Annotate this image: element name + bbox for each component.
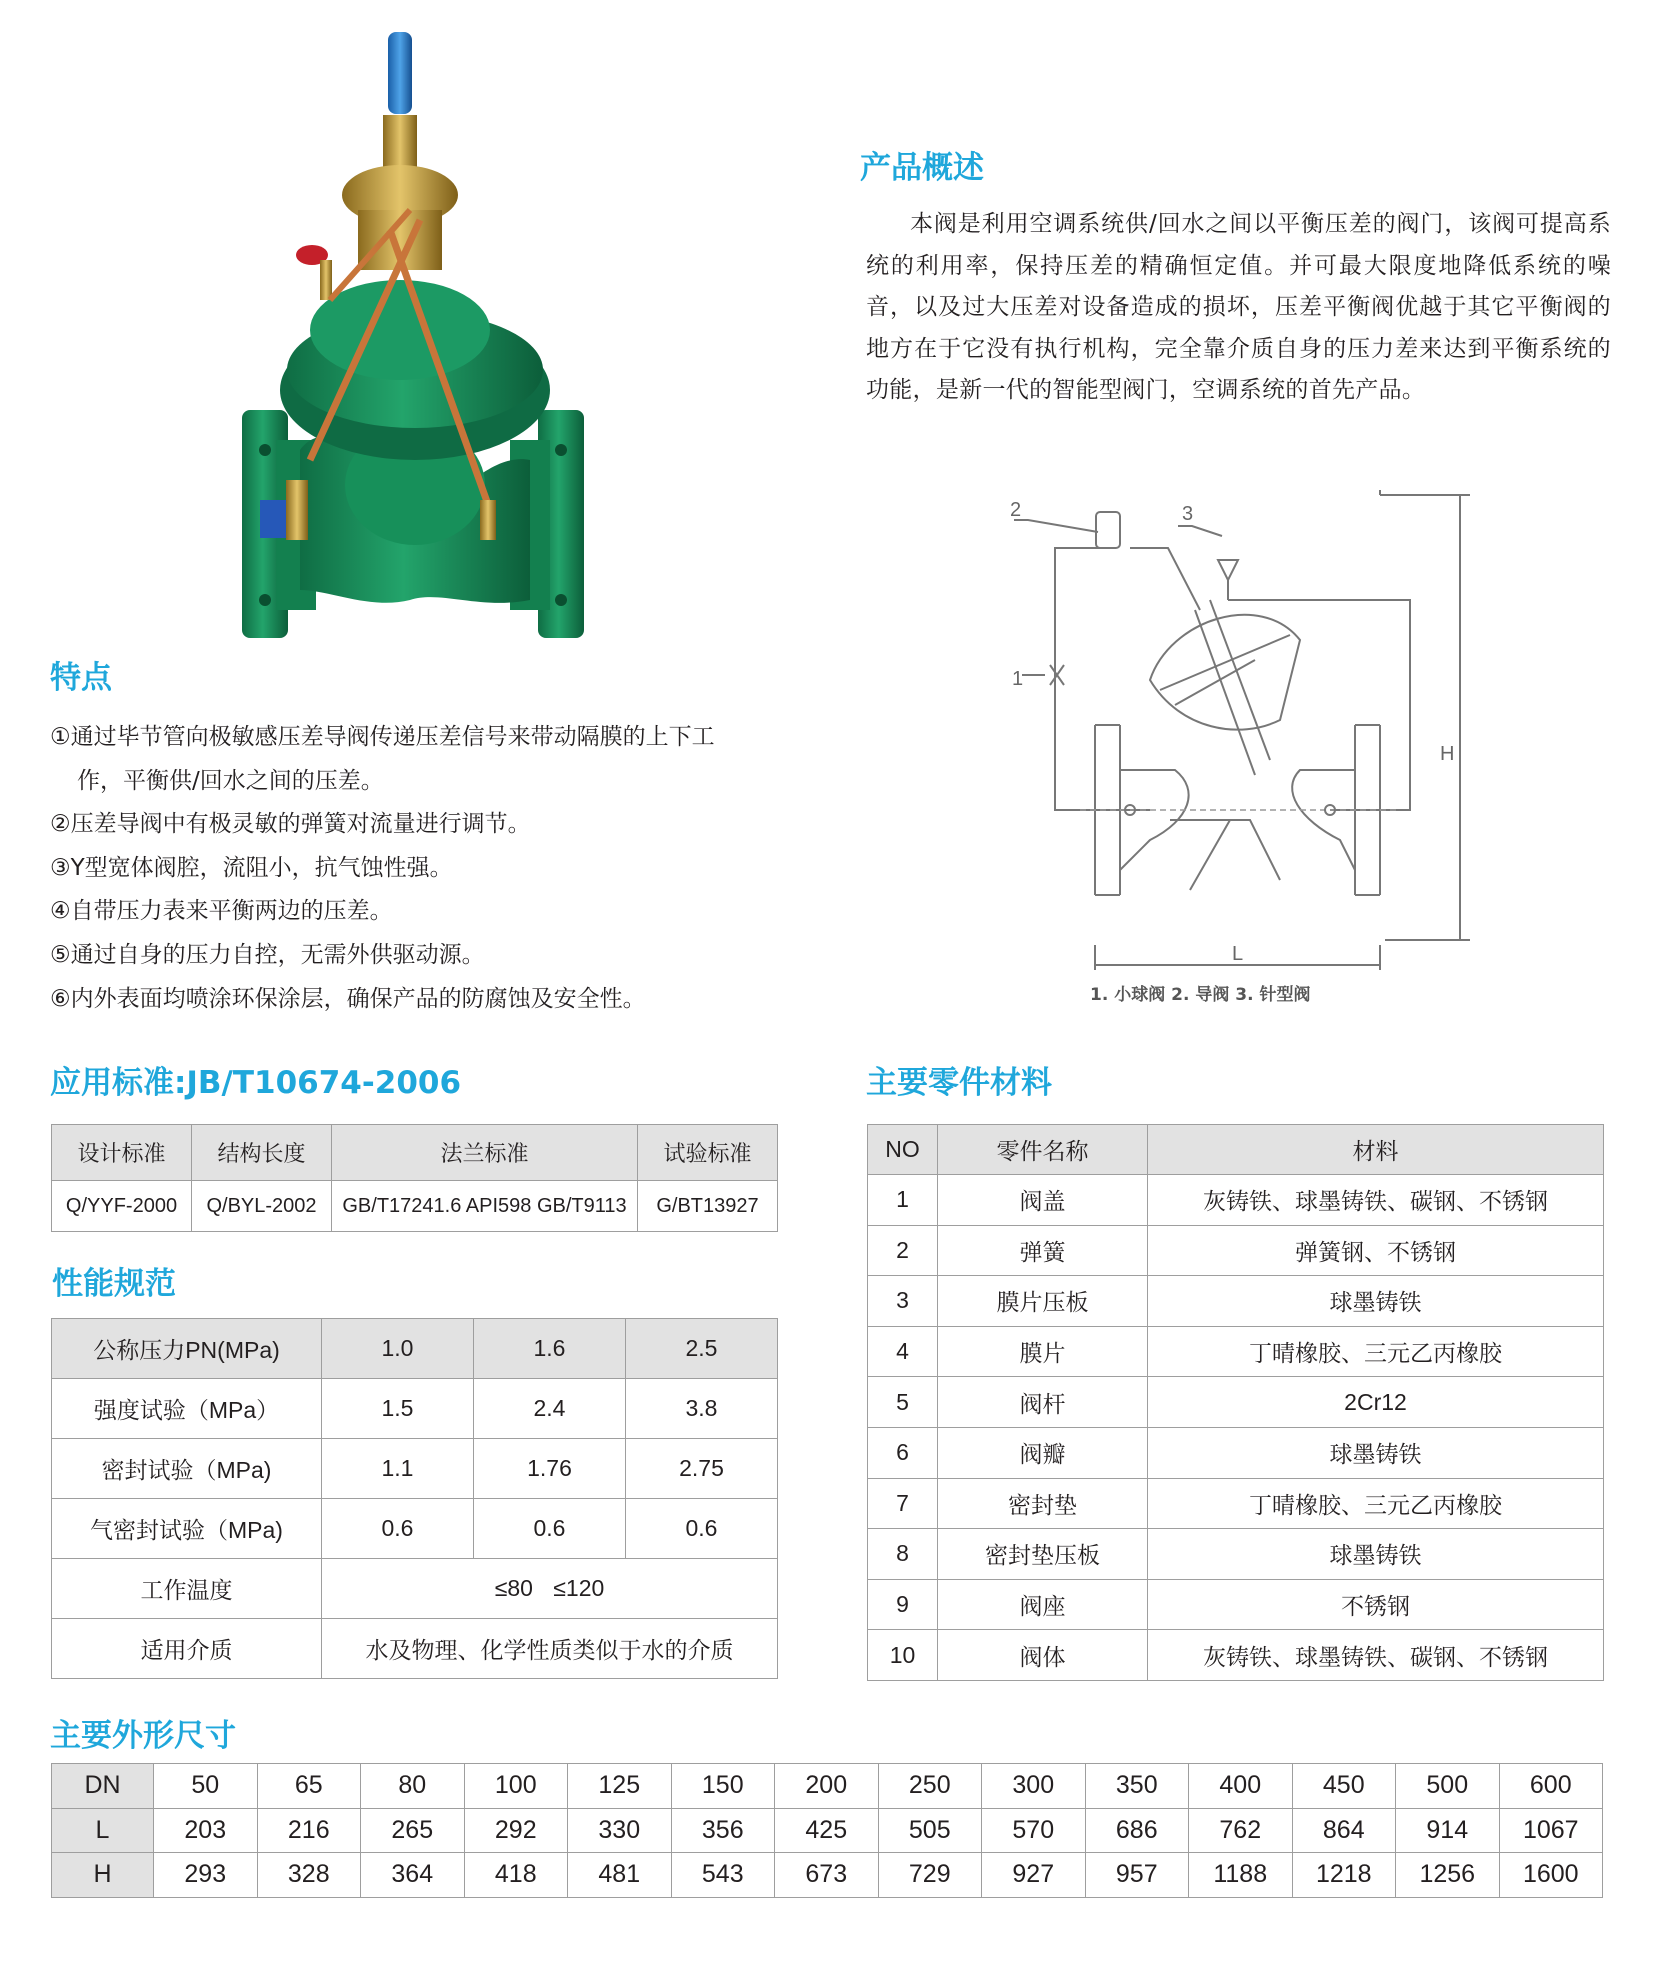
dim-cell: 450 [1292,1764,1396,1809]
feature-item: 作，平衡供/回水之间的压差。 [77,767,384,794]
label-2: 2 [1010,499,1022,521]
perf-value: 1.76 [474,1439,626,1499]
mat-no: 2 [868,1225,938,1276]
dimensions-heading: 主要外形尺寸 [50,1718,236,1754]
mat-part: 阀盖 [938,1175,1148,1226]
overview-heading: 产品概述 [860,150,984,186]
dim-cell: 400 [1189,1764,1293,1809]
dim-cell: 100 [464,1764,568,1809]
dimension-row [52,1808,1603,1853]
dim-cell: 80 [361,1764,465,1809]
label-1: 1 [1012,668,1024,690]
mat-no: 10 [868,1630,938,1681]
feature-item: ①通过毕节管向极敏感压差导阀传递压差信号来带动隔膜的上下工 [50,724,715,750]
mat-material: 球墨铸铁 [1148,1427,1604,1478]
dim-cell: 265 [361,1808,465,1853]
feature-item: ⑥内外表面均喷涂环保涂层，确保产品的防腐蚀及安全性。 [50,985,646,1012]
mat-no: 3 [868,1276,938,1327]
perf-value: 2.5 [626,1319,778,1379]
perf-medium-value: 水及物理、化学性质类似于水的介质 [322,1619,778,1679]
mat-material: 2Cr12 [1148,1377,1604,1428]
perf-value: 2.4 [474,1379,626,1439]
mat-no: 5 [868,1377,938,1428]
mat-material: 丁晴橡胶、三元乙丙橡胶 [1148,1326,1604,1377]
material-row [868,1579,1604,1630]
dim-cell: 505 [878,1808,982,1853]
dim-cell: 292 [464,1808,568,1853]
dim-cell: 481 [568,1853,672,1898]
feature-item: ②压差导阀中有极灵敏的弹簧对流量进行调节。 [50,811,531,838]
dim-cell: 425 [775,1808,879,1853]
performance-heading: 性能规范 [52,1266,176,1302]
dim-cell: 686 [1085,1808,1189,1853]
dim-cell: 350 [1085,1764,1189,1809]
material-row [868,1225,1604,1276]
perf-label: 密封试验（MPa) [52,1439,322,1499]
perf-value: 1.6 [474,1319,626,1379]
std-value: GB/T17241.6 API598 GB/T9113 [332,1181,638,1232]
mat-material: 灰铸铁、球墨铸铁、碳钢、不锈钢 [1148,1175,1604,1226]
dim-cell: 543 [671,1853,775,1898]
valve-product-photo [240,30,590,650]
dim-cell: 957 [1085,1853,1189,1898]
dim-cell: 914 [1396,1808,1500,1853]
dim-cell: 364 [361,1853,465,1898]
mat-part: 膜片压板 [938,1276,1148,1327]
mat-material: 弹簧钢、不锈钢 [1148,1225,1604,1276]
dim-cell: 1600 [1499,1853,1603,1898]
mat-part: 阀座 [938,1579,1148,1630]
materials-table [867,1124,1604,1681]
mat-no: 1 [868,1175,938,1226]
dim-cell: 729 [878,1853,982,1898]
perf-value: 0.6 [322,1499,474,1559]
mat-header: 材料 [1148,1125,1604,1175]
mat-part: 膜片 [938,1326,1148,1377]
dimension-row [52,1853,1603,1898]
std-header: 结构长度 [192,1125,332,1181]
feature-item: ④自带压力表来平衡两边的压差。 [50,898,393,925]
dim-cell: 203 [154,1808,258,1853]
dim-cell: 927 [982,1853,1086,1898]
features-heading: 特点 [50,660,112,696]
material-row [868,1326,1604,1377]
dimensions-table [51,1763,1603,1898]
mat-no: 7 [868,1478,938,1529]
perf-label: 适用介质 [52,1619,322,1679]
perf-label: 强度试验（MPa） [52,1379,322,1439]
dim-cell: 150 [671,1764,775,1809]
perf-label: 工作温度 [52,1559,322,1619]
perf-value: 0.6 [474,1499,626,1559]
perf-temp-value: ≤80 ≤120 [322,1559,778,1619]
materials-heading: 主要零件材料 [866,1065,1052,1101]
dim-cell: 65 [257,1764,361,1809]
dim-row-label: DN [52,1764,154,1809]
perf-value: 1.0 [322,1319,474,1379]
material-row [868,1630,1604,1681]
diagram-caption: 1. 小球阀 2. 导阀 3. 针型阀 [1090,985,1311,1005]
dim-cell: 293 [154,1853,258,1898]
dim-cell: 125 [568,1764,672,1809]
perf-label: 气密封试验（MPa) [52,1499,322,1559]
mat-no: 9 [868,1579,938,1630]
dim-cell: 200 [775,1764,879,1809]
mat-part: 阀体 [938,1630,1148,1681]
mat-part: 阀杆 [938,1377,1148,1428]
dim-cell: 500 [1396,1764,1500,1809]
std-header: 试验标准 [638,1125,778,1181]
dim-row-label: H [52,1853,154,1898]
dim-cell: 328 [257,1853,361,1898]
dim-cell: 1188 [1189,1853,1293,1898]
mat-no: 8 [868,1529,938,1580]
mat-part: 阀瓣 [938,1427,1148,1478]
material-row [868,1175,1604,1226]
dim-cell: 1067 [1499,1808,1603,1853]
std-value: Q/BYL-2002 [192,1181,332,1232]
perf-value: 3.8 [626,1379,778,1439]
mat-header: NO [868,1125,938,1175]
std-header: 法兰标准 [332,1125,638,1181]
dim-cell: 673 [775,1853,879,1898]
performance-table [51,1318,778,1679]
material-row [868,1276,1604,1327]
feature-item: ③Y型宽体阀腔，流阻小，抗气蚀性强。 [50,854,453,881]
mat-material: 球墨铸铁 [1148,1276,1604,1327]
dim-cell: 600 [1499,1764,1603,1809]
dim-cell: 330 [568,1808,672,1853]
valve-structure-diagram [1000,490,1480,1010]
standards-heading: 应用标准:JB/T10674-2006 [50,1065,462,1101]
label-h: H [1440,743,1455,765]
mat-part: 密封垫 [938,1478,1148,1529]
material-row [868,1529,1604,1580]
std-header: 设计标准 [52,1125,192,1181]
dim-cell: 570 [982,1808,1086,1853]
mat-part: 弹簧 [938,1225,1148,1276]
dim-cell: 50 [154,1764,258,1809]
std-value: G/BT13927 [638,1181,778,1232]
perf-label: 公称压力PN(MPa) [52,1319,322,1379]
dim-cell: 216 [257,1808,361,1853]
perf-value: 0.6 [626,1499,778,1559]
dim-cell: 1218 [1292,1853,1396,1898]
perf-value: 1.1 [322,1439,474,1499]
mat-material: 丁晴橡胶、三元乙丙橡胶 [1148,1478,1604,1529]
std-value: Q/YYF-2000 [52,1181,192,1232]
mat-no: 6 [868,1427,938,1478]
mat-material: 不锈钢 [1148,1579,1604,1630]
dim-cell: 762 [1189,1808,1293,1853]
dim-cell: 250 [878,1764,982,1809]
dimension-row [52,1764,1603,1809]
material-row [868,1478,1604,1529]
dim-cell: 356 [671,1808,775,1853]
perf-value: 2.75 [626,1439,778,1499]
features-list [50,716,790,1021]
overview-text: 本阀是利用空调系统供/回水之间以平衡压差的阀门，该阀可提高系统的利用率，保持压差的精确恒定值。并可最大限度地降低系统的噪音，以及过大压差对设备造成的损坏，压差平衡阀优越于其它平衡阀的地方在于它没有执行机构，完全靠介质自身的压力差来达到平衡系统的功能，是新一代的智能型阀门，空调系统的首先产品。 [866,211,1611,403]
label-l: L [1232,943,1244,965]
mat-part: 密封垫压板 [938,1529,1148,1580]
material-row [868,1377,1604,1428]
mat-material: 灰铸铁、球墨铸铁、碳钢、不锈钢 [1148,1630,1604,1681]
material-row [868,1427,1604,1478]
standards-table [51,1124,778,1232]
label-3: 3 [1182,503,1194,525]
mat-no: 4 [868,1326,938,1377]
mat-header: 零件名称 [938,1125,1148,1175]
feature-item: ⑤通过自身的压力自控，无需外供驱动源。 [50,941,485,968]
dim-cell: 864 [1292,1808,1396,1853]
dim-cell: 418 [464,1853,568,1898]
perf-value: 1.5 [322,1379,474,1439]
mat-material: 球墨铸铁 [1148,1529,1604,1580]
dim-row-label: L [52,1808,154,1853]
dim-cell: 300 [982,1764,1086,1809]
dim-cell: 1256 [1396,1853,1500,1898]
